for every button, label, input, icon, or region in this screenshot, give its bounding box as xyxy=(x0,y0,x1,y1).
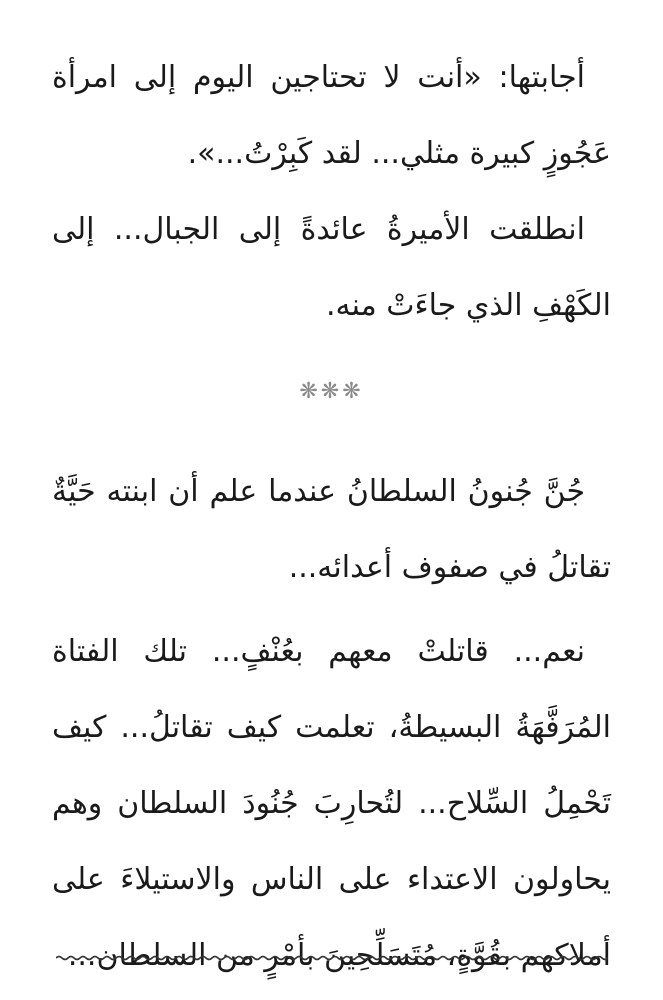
section-separator: ❋❋❋ xyxy=(299,379,364,404)
page-body xyxy=(52,40,611,994)
paragraph-1: أجابتها: «أنت لا تحتاجين اليوم إلى امرأة عَجُوزٍ كبيرة مثلي... لقد كَبِرْتُ...». xyxy=(52,60,611,171)
paragraph-3: جُنَّ جُنونُ السلطانُ عندما علم أن ابنته حَيَّةٌ تقاتلُ في صفوف أعدائه... xyxy=(52,474,611,585)
paragraph-4: نعم... قاتلتْ معهم بعُنْفٍ... تلك الفتاة المُرَفَّهَةُ البسيطةُ، تعلمت كيف تقاتلُ... كيف تَحْمِلُ السِّلاح... لتُحارِبَ جُنُودَ السلطان وهم يحاولون الاعتداء على الناس والاستيلاءَ على أملاكهم بقُوَّةٍ، مُتَسَلِّحِينَ بأمْرٍ من السلطان... xyxy=(52,634,611,973)
paragraph-2: انطلقت الأميرةُ عائدةً إلى الجبال... إلى الكَهْفِ الذي جاءَتْ منه. xyxy=(52,212,611,323)
wavy-divider xyxy=(56,950,608,966)
